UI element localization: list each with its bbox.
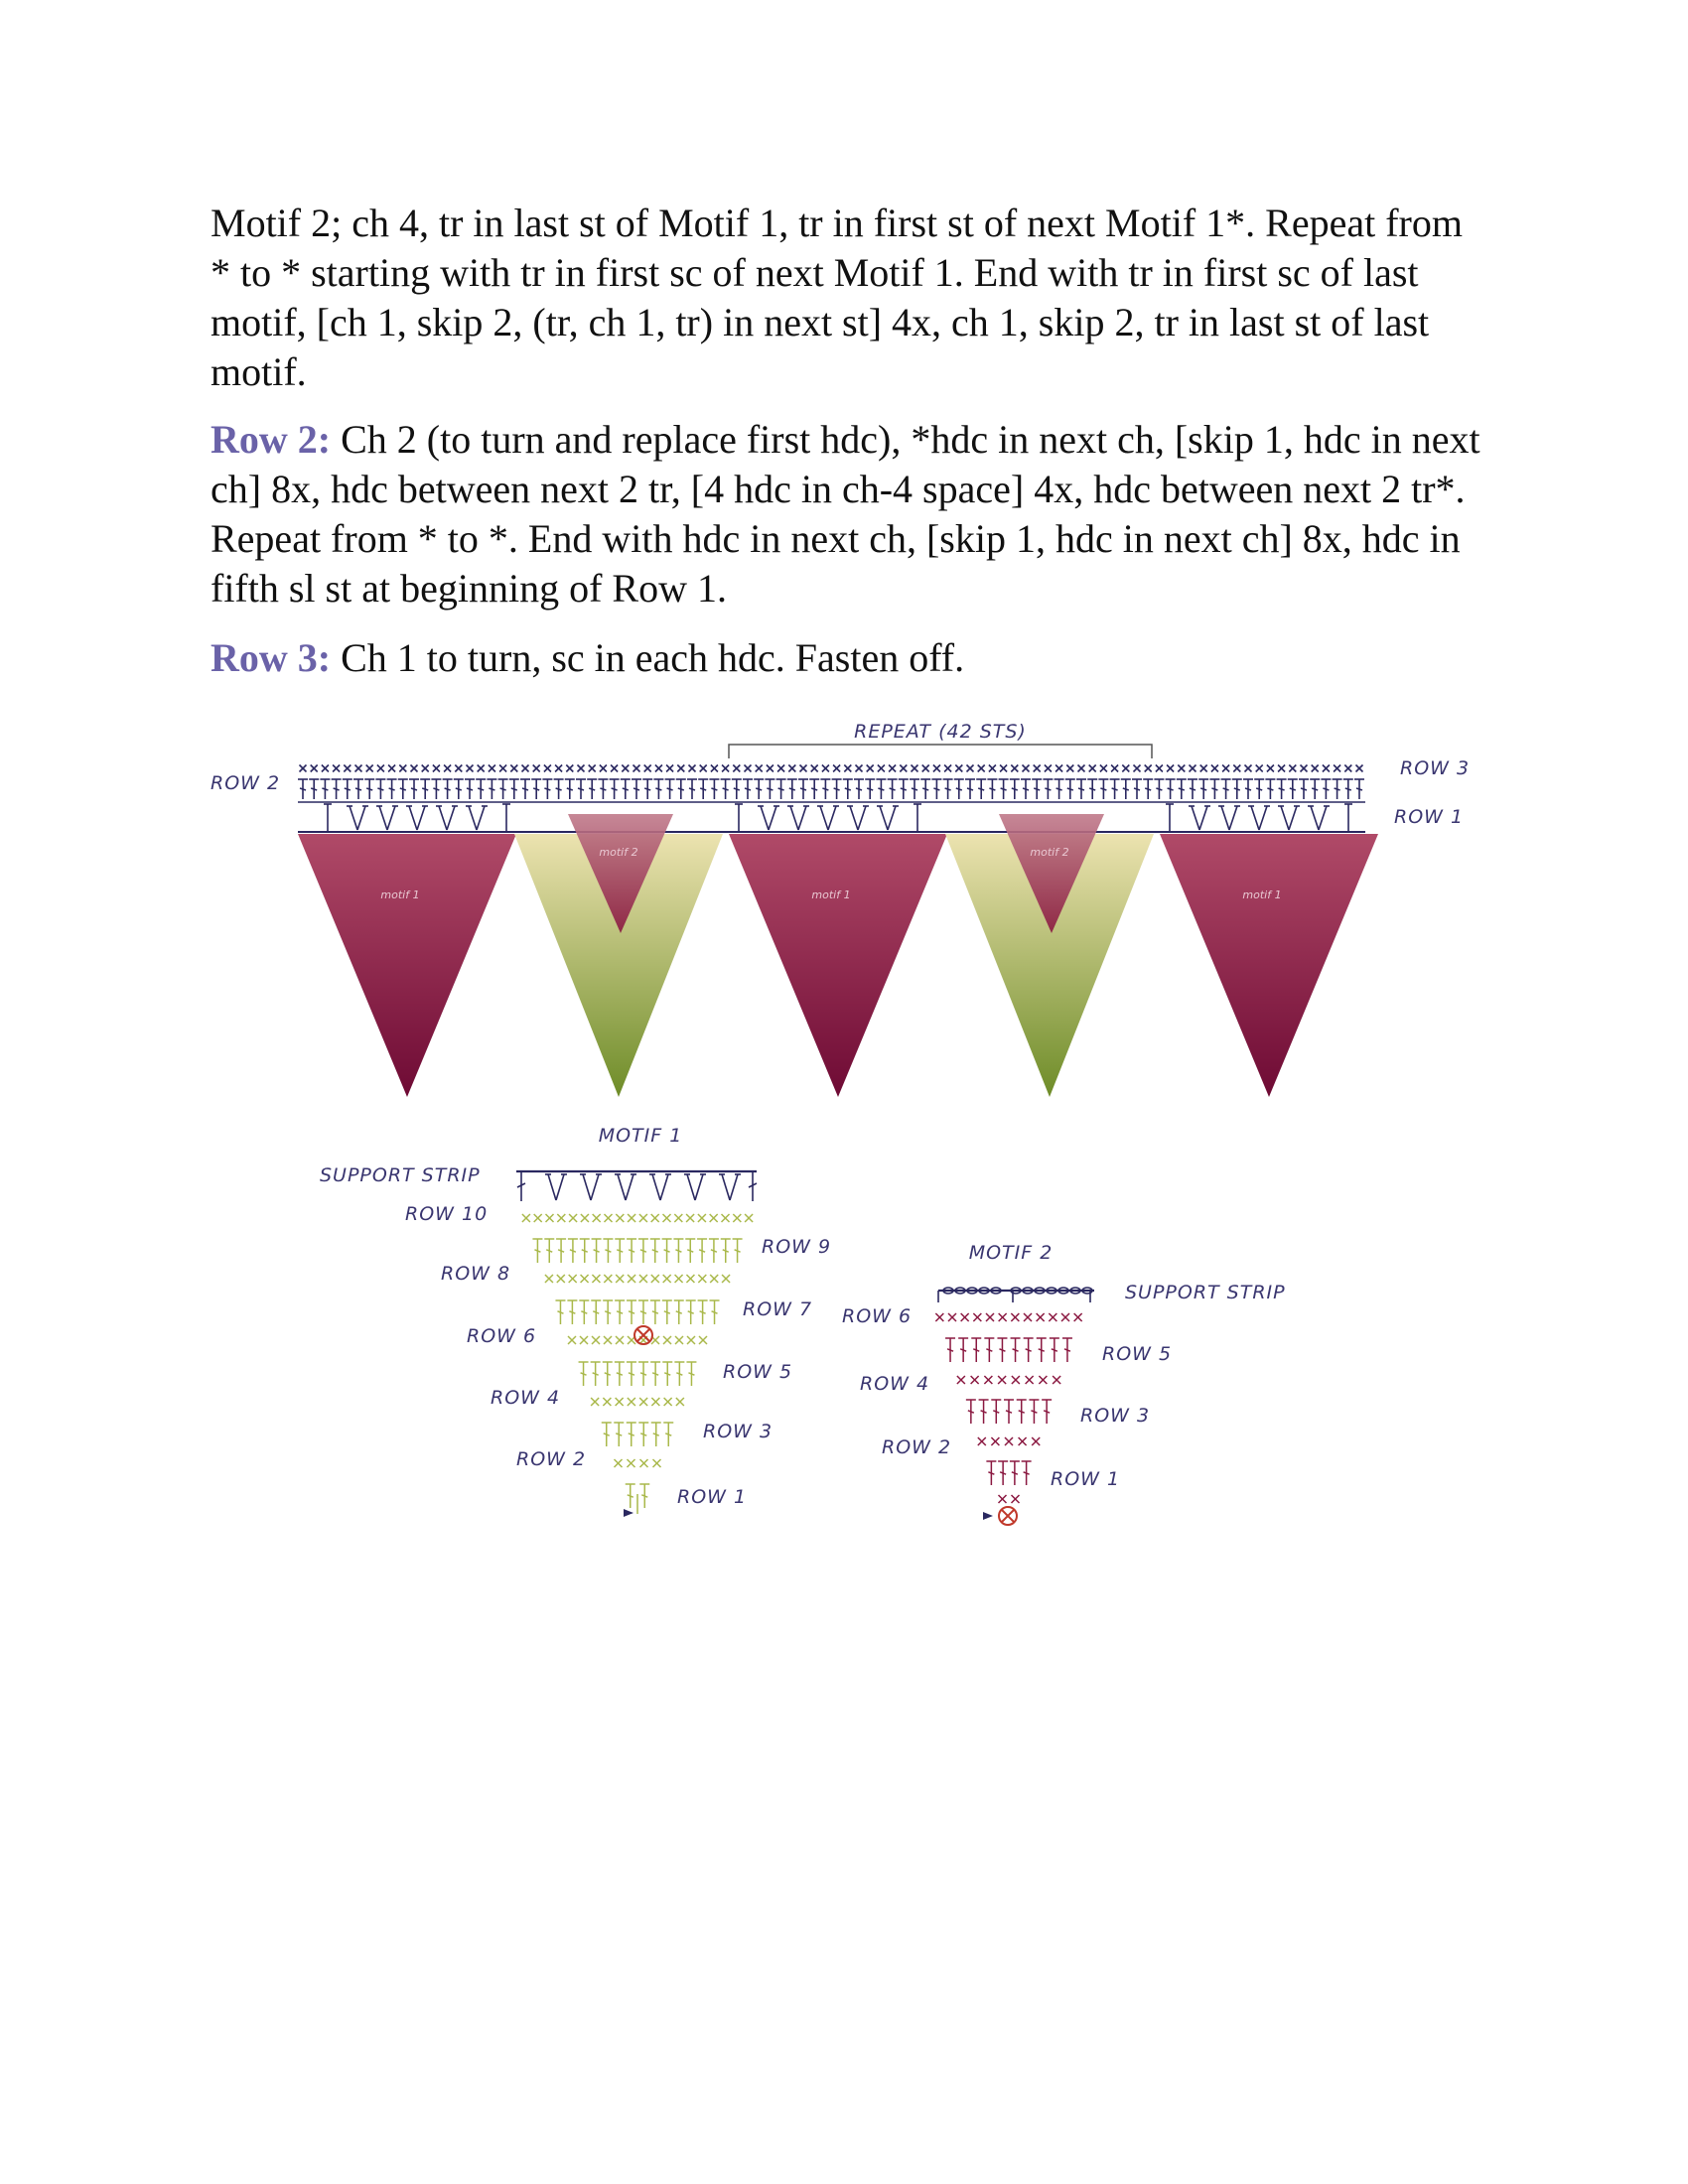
- motif2-row2-label: ROW 2: [882, 1436, 952, 1458]
- motif1-start-arrow: [624, 1509, 633, 1517]
- motif2-support-label: SUPPORT STRIP: [1125, 1282, 1286, 1303]
- motif2-label-1: motif 2: [599, 846, 638, 859]
- row2-text: Ch 2 (to turn and replace first hdc), *hdc in next ch, [skip 1, hdc in next ch] 8x, hdc between next 2 tr, [4 hdc in ch-4 space] 4x, hdc between next 2 tr*. Repeat from * to *. End with hdc in next ch, [skip 1, hdc in next ch] 8x, hdc in fifth sl st at beginning of Row 1.: [211, 417, 1480, 611]
- row2-heading: Row 2:: [211, 417, 332, 462]
- motif1-row10-label: ROW 10: [405, 1203, 489, 1225]
- repeat-label: REPEAT (42 STS): [854, 721, 1027, 743]
- repeat-bracket: [729, 721, 1152, 758]
- motif1-support-label: SUPPORT STRIP: [320, 1164, 481, 1186]
- motif2-chart: [842, 1242, 1286, 1525]
- motif1-title: MOTIF 1: [598, 1125, 683, 1147]
- motif2-title: MOTIF 2: [968, 1242, 1054, 1264]
- motif2-label-2: motif 2: [1030, 846, 1069, 859]
- row2-label: ROW 2: [211, 772, 281, 794]
- motif1-row7-label: ROW 7: [743, 1298, 813, 1320]
- motif1-row2-label: ROW 2: [516, 1448, 587, 1470]
- motif1-row3-label: ROW 3: [703, 1421, 774, 1442]
- motif2-row5-label: ROW 5: [1102, 1343, 1173, 1365]
- motif2-start-arrow: [983, 1512, 993, 1520]
- motif1-row9-label: ROW 9: [762, 1236, 832, 1258]
- motif2-row4-label: ROW 4: [860, 1373, 930, 1395]
- motif1-row1-label: ROW 1: [677, 1486, 748, 1508]
- motif1-chart: [320, 1125, 831, 1517]
- motif1-row8-label: ROW 8: [441, 1263, 511, 1285]
- motif1-row5-label: ROW 5: [723, 1361, 793, 1383]
- motif2-row1-label: ROW 1: [1051, 1468, 1121, 1490]
- motif1-label-2: motif 1: [811, 888, 851, 901]
- instruction-paragraph-row1-end: Motif 2; ch 4, tr in last st of Motif 1, tr in first st of next Motif 1*. Repeat from * to * starting with tr in first sc of next Motif 1. End with tr in first sc of last motif, [ch 1, skip 2, (tr, ch 1, tr) in next st] 4x, ch 1, skip 2, tr in last st of last motif.: [211, 201, 1463, 394]
- row3-heading: Row 3:: [211, 635, 332, 680]
- row1-label: ROW 1: [1394, 806, 1465, 828]
- motif1-triangle-1: [298, 834, 516, 1097]
- row1-tr-stitches: [324, 804, 1352, 832]
- row3-text: Ch 1 to turn, sc in each hdc. Fasten off.: [331, 635, 965, 680]
- motif2-row6-label: ROW 6: [842, 1305, 913, 1327]
- motif1-label-1: motif 1: [380, 888, 420, 901]
- stitch-rows: [298, 765, 1365, 803]
- row3-label: ROW 3: [1400, 757, 1471, 779]
- motif1-label-3: motif 1: [1242, 888, 1282, 901]
- motif1-triangle-3: [1160, 834, 1378, 1097]
- motif1-row6-label: ROW 6: [467, 1325, 537, 1347]
- motif1-triangle-2: [729, 834, 947, 1097]
- motif2-row3-label: ROW 3: [1080, 1405, 1151, 1427]
- motif1-row4-label: ROW 4: [491, 1387, 561, 1409]
